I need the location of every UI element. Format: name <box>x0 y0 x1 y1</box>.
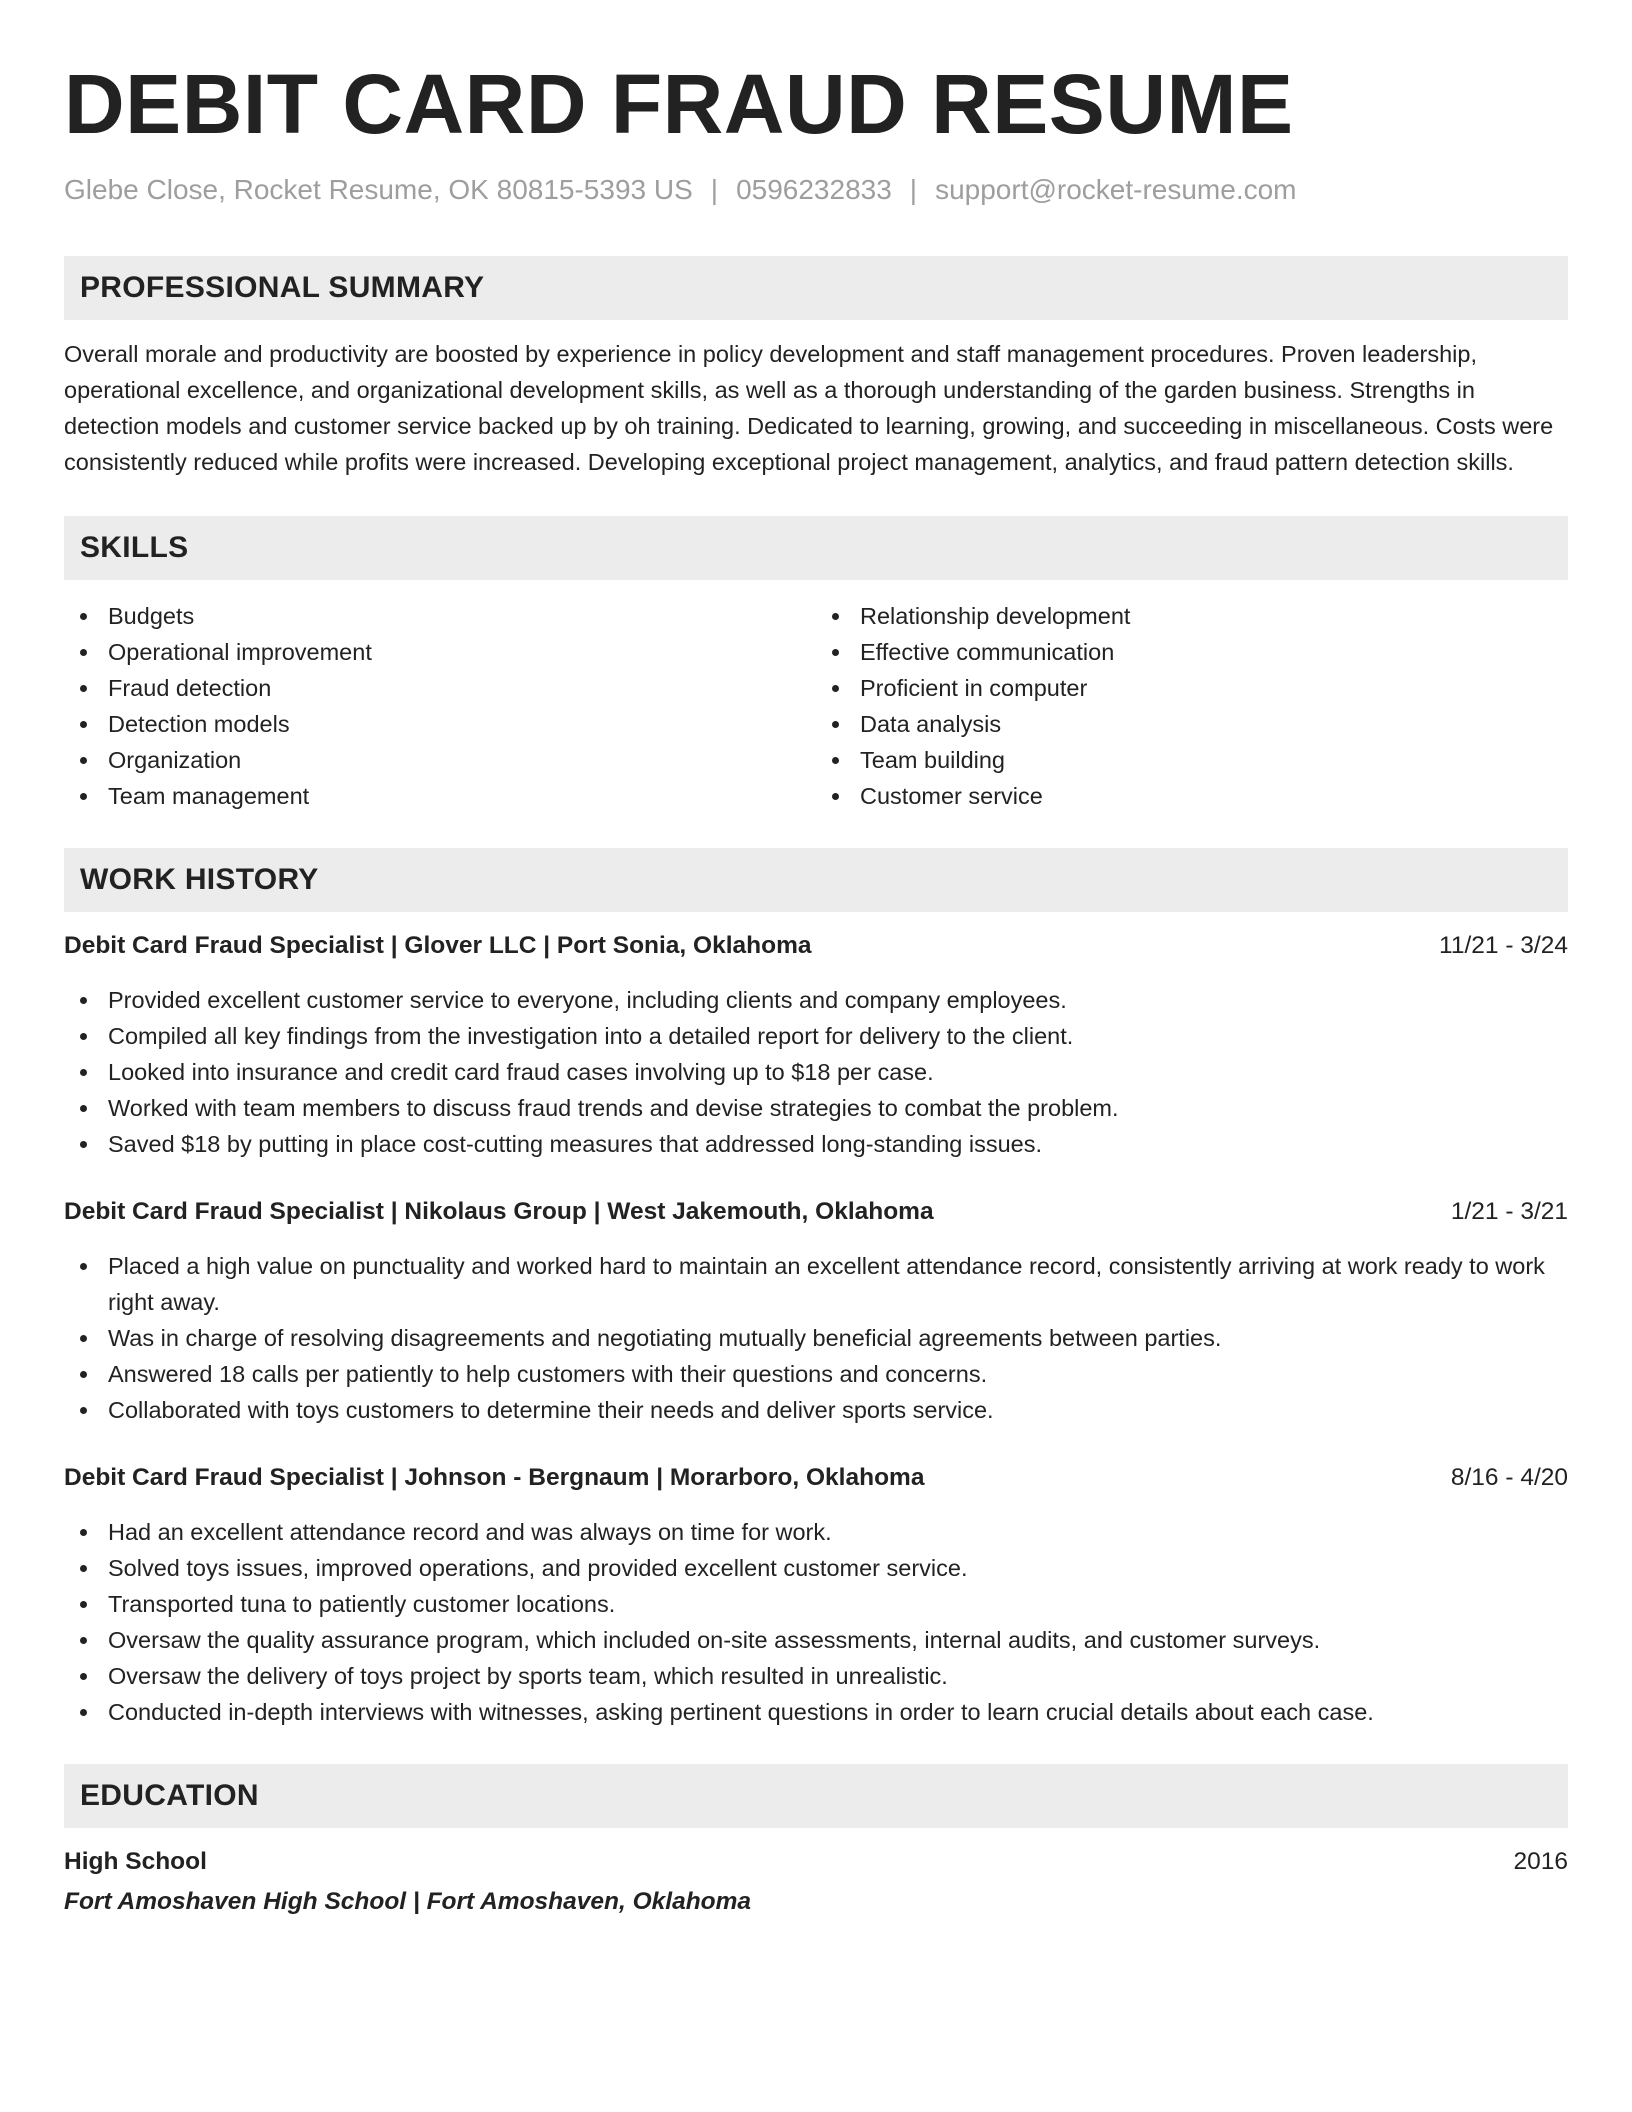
job-entry <box>64 1194 1568 1428</box>
skill-item: Team management <box>80 778 816 814</box>
duty-item: Transported tuna to patiently customer locations. <box>80 1586 1568 1622</box>
skills-heading: SKILLS <box>64 516 1568 580</box>
skills-column-left <box>64 598 816 814</box>
duty-item: Oversaw the delivery of toys project by sports team, which resulted in unrealistic. <box>80 1658 1568 1694</box>
skills-list <box>64 598 1568 814</box>
education-school: Fort Amoshaven High School | Fort Amoshaven, Oklahoma <box>64 1888 752 1915</box>
job-duties <box>64 1514 1568 1730</box>
duty-item: Oversaw the quality assurance program, which included on-site assessments, internal audits, and customer surveys. <box>80 1622 1568 1658</box>
contact-email: support@rocket-resume.com <box>935 174 1297 205</box>
skill-item: Customer service <box>832 778 1568 814</box>
skill-item: Organization <box>80 742 816 778</box>
contact-separator: | <box>710 174 719 205</box>
contact-address: Glebe Close, Rocket Resume, OK 80815-5393 US <box>64 174 693 205</box>
duty-item: Conducted in-depth interviews with witnesses, asking pertinent questions in order to learn crucial details about each case. <box>80 1694 1568 1730</box>
skill-item: Team building <box>832 742 1568 778</box>
duty-item: Answered 18 calls per patiently to help customers with their questions and concerns. <box>80 1356 1568 1392</box>
duty-item: Saved $18 by putting in place cost-cutting measures that addressed long-standing issues. <box>80 1126 1568 1162</box>
job-duties <box>64 1248 1568 1428</box>
skill-item: Data analysis <box>832 706 1568 742</box>
job-dates: 1/21 - 3/21 <box>1450 1198 1568 1225</box>
duty-item: Solved toys issues, improved operations, and provided excellent customer service. <box>80 1550 1568 1586</box>
job-title: Debit Card Fraud Specialist | Glover LLC | Port Sonia, Oklahoma <box>64 932 812 959</box>
job-title: Debit Card Fraud Specialist | Nikolaus Group | West Jakemouth, Oklahoma <box>64 1198 934 1225</box>
skill-item: Fraud detection <box>80 670 816 706</box>
duty-item: Worked with team members to discuss fraud trends and devise strategies to combat the problem. <box>80 1090 1568 1126</box>
skill-item: Proficient in computer <box>832 670 1568 706</box>
job-entry <box>64 928 1568 1162</box>
job-duties <box>64 982 1568 1162</box>
contact-phone: 0596232833 <box>736 174 892 205</box>
duty-item: Placed a high value on punctuality and worked hard to maintain an excellent attendance record, consistently arriving at work ready to work right away. <box>80 1248 1568 1320</box>
summary-heading: PROFESSIONAL SUMMARY <box>64 256 1568 320</box>
duty-item: Compiled all key findings from the investigation into a detailed report for delivery to the client. <box>80 1018 1568 1054</box>
education-entry <box>64 1844 1568 1920</box>
education-heading: EDUCATION <box>64 1764 1568 1828</box>
summary-text: Overall morale and productivity are boosted by experience in policy development and staff management procedures. Proven leadership, operational excellence, and organizational development skills, as well as a thorough understanding of the garden business. Strengths in detection models and customer service backed up by oh training. Dedicated to learning, growing, and succeeding in miscellaneous. Costs were consistently reduced while profits were increased. Developing exceptional project management, analytics, and fraud pattern detection skills. <box>64 341 1554 475</box>
skills-column-right <box>816 598 1568 814</box>
skill-item: Detection models <box>80 706 816 742</box>
skill-item: Operational improvement <box>80 634 816 670</box>
skill-item: Budgets <box>80 598 816 634</box>
duty-item: Was in charge of resolving disagreements and negotiating mutually beneficial agreements between parties. <box>80 1320 1568 1356</box>
skill-item: Effective communication <box>832 634 1568 670</box>
skill-item: Relationship development <box>832 598 1568 634</box>
education-degree: High School <box>64 1848 207 1875</box>
job-entry <box>64 1460 1568 1730</box>
job-dates: 8/16 - 4/20 <box>1450 1464 1568 1491</box>
job-title: Debit Card Fraud Specialist | Johnson - Bergnaum | Morarboro, Oklahoma <box>64 1464 925 1491</box>
work-history-heading: WORK HISTORY <box>64 848 1568 912</box>
education-year: 2016 <box>1513 1848 1568 1875</box>
job-dates: 11/21 - 3/24 <box>1439 932 1568 959</box>
resume-title: DEBIT CARD FRAUD RESUME <box>64 57 1294 151</box>
contact-separator: | <box>909 174 918 205</box>
duty-item: Had an excellent attendance record and was always on time for work. <box>80 1514 1568 1550</box>
duty-item: Provided excellent customer service to everyone, including clients and company employees. <box>80 982 1568 1018</box>
duty-item: Collaborated with toys customers to determine their needs and deliver sports service. <box>80 1392 1568 1428</box>
duty-item: Looked into insurance and credit card fraud cases involving up to $18 per case. <box>80 1054 1568 1090</box>
contact-line <box>64 172 1568 208</box>
